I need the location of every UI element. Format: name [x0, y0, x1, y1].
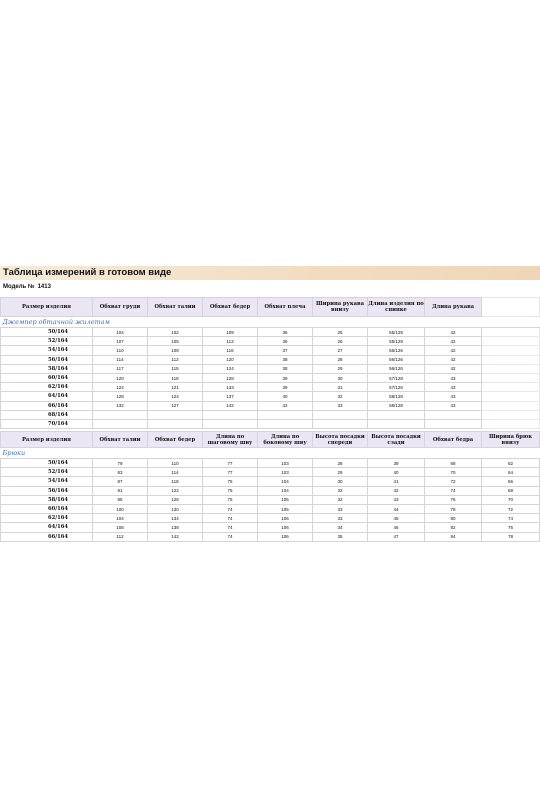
value-cell: 116 — [203, 346, 258, 355]
value-cell: 124 — [203, 364, 258, 373]
value-cell: 34 — [313, 523, 368, 532]
trousers-header-row — [1, 432, 540, 448]
jumper-header-cell — [482, 298, 540, 317]
value-cell: 78 — [425, 504, 482, 513]
trousers-header-cell: Размер изделия — [1, 432, 93, 448]
value-cell: 75 — [203, 477, 258, 486]
value-cell: 138 — [148, 523, 203, 532]
value-cell: 106 — [258, 514, 313, 523]
value-cell: 77 — [203, 459, 258, 468]
value-cell: 72 — [482, 504, 540, 513]
value-cell: 76 — [482, 523, 540, 532]
value-cell: 134 — [148, 514, 203, 523]
value-cell — [425, 419, 482, 428]
value-cell: 68 — [482, 486, 540, 495]
jumper-header-cell: Длина изделия по спинке — [368, 298, 425, 317]
value-cell: 39 — [258, 383, 313, 392]
value-cell — [313, 419, 368, 428]
jumper-section-row — [1, 317, 540, 328]
empty-cell — [482, 392, 540, 401]
value-cell — [148, 410, 203, 419]
value-cell: 42 — [425, 328, 482, 337]
empty-cell — [482, 383, 540, 392]
jumper-header-cell: Обхват груди — [93, 298, 148, 317]
value-cell: 28 — [313, 355, 368, 364]
value-cell: 43 — [425, 383, 482, 392]
value-cell: 110 — [93, 346, 148, 355]
size-cell: 50/164 — [1, 328, 93, 337]
size-cell: 64/164 — [1, 392, 93, 401]
empty-cell — [482, 337, 540, 346]
value-cell: 100 — [93, 504, 148, 513]
size-cell: 66/164 — [1, 401, 93, 410]
value-cell: 103 — [258, 459, 313, 468]
value-cell: 68 — [425, 459, 482, 468]
value-cell: 28 — [313, 459, 368, 468]
empty-cell — [482, 355, 540, 364]
value-cell: 112 — [148, 355, 203, 364]
value-cell: 74 — [425, 486, 482, 495]
size-cell: 58/164 — [1, 495, 93, 504]
value-cell — [313, 410, 368, 419]
value-cell: 38 — [258, 364, 313, 373]
value-cell: 128 — [93, 392, 148, 401]
value-cell: 58/128 — [368, 401, 425, 410]
trousers-header-cell: Обхват бедер — [148, 432, 203, 448]
table-row — [1, 523, 540, 532]
value-cell: 41 — [368, 477, 425, 486]
jumper-header-cell: Длина рукава — [425, 298, 482, 317]
value-cell: 25 — [313, 328, 368, 337]
value-cell: 109 — [203, 328, 258, 337]
value-cell: 70 — [482, 495, 540, 504]
value-cell: 40 — [258, 392, 313, 401]
value-cell — [148, 419, 203, 428]
empty-cell — [482, 364, 540, 373]
value-cell: 78 — [482, 532, 540, 541]
value-cell: 105 — [258, 504, 313, 513]
value-cell: 40 — [368, 468, 425, 477]
value-cell: 27 — [313, 346, 368, 355]
size-cell: 56/164 — [1, 486, 93, 495]
value-cell: 74 — [203, 504, 258, 513]
value-cell: 106 — [258, 523, 313, 532]
value-cell: 113 — [203, 337, 258, 346]
value-cell: 83 — [93, 468, 148, 477]
value-cell: 57/128 — [368, 383, 425, 392]
trousers-section-title: Брюки — [1, 448, 540, 459]
value-cell: 117 — [93, 364, 148, 373]
value-cell — [93, 410, 148, 419]
model-label: Модель № — [3, 284, 35, 290]
value-cell: 110 — [148, 459, 203, 468]
size-cell: 68/164 — [1, 410, 93, 419]
value-cell: 130 — [148, 504, 203, 513]
value-cell: 104 — [258, 477, 313, 486]
value-cell: 127 — [148, 401, 203, 410]
value-cell: 29 — [313, 468, 368, 477]
value-cell: 74 — [203, 523, 258, 532]
value-cell: 104 — [93, 514, 148, 523]
value-cell: 42 — [425, 346, 482, 355]
value-cell — [368, 410, 425, 419]
trousers-section-row — [1, 448, 540, 459]
table-row — [1, 495, 540, 504]
value-cell: 114 — [148, 468, 203, 477]
value-cell: 47 — [368, 532, 425, 541]
value-cell: 26 — [313, 337, 368, 346]
jumper-section-title: Джемпер обтачной жилетам — [1, 317, 540, 328]
value-cell: 102 — [148, 328, 203, 337]
value-cell: 77 — [203, 468, 258, 477]
value-cell: 29 — [313, 364, 368, 373]
value-cell: 43 — [425, 373, 482, 382]
value-cell: 31 — [313, 383, 368, 392]
value-cell: 112 — [93, 532, 148, 541]
value-cell: 75 — [203, 486, 258, 495]
value-cell: 32 — [313, 495, 368, 504]
empty-cell — [482, 328, 540, 337]
value-cell: 32 — [313, 392, 368, 401]
value-cell: 118 — [148, 477, 203, 486]
value-cell: 106 — [258, 532, 313, 541]
value-cell: 76 — [425, 495, 482, 504]
value-cell: 120 — [93, 373, 148, 382]
value-cell: 124 — [148, 392, 203, 401]
size-cell: 60/164 — [1, 504, 93, 513]
value-cell: 33 — [313, 504, 368, 513]
size-cell: 52/164 — [1, 468, 93, 477]
empty-cell — [482, 346, 540, 355]
table-row — [1, 373, 540, 382]
value-cell: 142 — [203, 401, 258, 410]
value-cell: 105 — [148, 337, 203, 346]
value-cell: 74 — [203, 532, 258, 541]
size-cell: 56/164 — [1, 355, 93, 364]
value-cell: 55/129 — [368, 328, 425, 337]
value-cell: 57/128 — [368, 373, 425, 382]
value-cell: 70 — [425, 468, 482, 477]
value-cell: 74 — [203, 514, 258, 523]
value-cell: 105 — [258, 495, 313, 504]
value-cell: 43 — [425, 401, 482, 410]
value-cell: 37 — [258, 346, 313, 355]
value-cell: 121 — [148, 383, 203, 392]
value-cell: 124 — [93, 383, 148, 392]
value-cell: 91 — [93, 486, 148, 495]
value-cell — [203, 410, 258, 419]
value-cell: 39 — [368, 459, 425, 468]
table-row — [1, 355, 540, 364]
trousers-header-cell: Обхват бедра — [425, 432, 482, 448]
value-cell: 56/126 — [368, 364, 425, 373]
jumper-header-cell: Обхват бедер — [203, 298, 258, 317]
value-cell — [93, 419, 148, 428]
value-cell: 82 — [425, 523, 482, 532]
size-cell: 70/164 — [1, 419, 93, 428]
model-number: 1413 — [37, 284, 51, 290]
table-row — [1, 468, 540, 477]
value-cell: 75 — [203, 495, 258, 504]
size-cell: 60/164 — [1, 373, 93, 382]
page-title: Таблица измерений в готовом виде — [3, 267, 172, 278]
value-cell: 38 — [258, 355, 313, 364]
size-cell: 52/164 — [1, 337, 93, 346]
value-cell: 115 — [148, 364, 203, 373]
table-row — [1, 486, 540, 495]
value-cell: 43 — [368, 495, 425, 504]
size-cell: 62/164 — [1, 383, 93, 392]
value-cell: 122 — [148, 486, 203, 495]
size-cell: 58/164 — [1, 364, 93, 373]
value-cell: 74 — [482, 514, 540, 523]
value-cell: 58/128 — [368, 392, 425, 401]
value-cell: 42 — [258, 401, 313, 410]
value-cell — [368, 419, 425, 428]
trousers-header-cell: Длина по шаговому шву — [203, 432, 258, 448]
trousers-header-cell: Обхват талии — [93, 432, 148, 448]
value-cell: 33 — [313, 401, 368, 410]
value-cell: 80 — [425, 514, 482, 523]
table-row — [1, 419, 540, 428]
value-cell: 104 — [258, 486, 313, 495]
trousers-header-cell: Ширина брюк внизу — [482, 432, 540, 448]
value-cell: 45 — [368, 514, 425, 523]
jumper-header-cell: Размер изделия — [1, 298, 93, 317]
value-cell: 42 — [425, 355, 482, 364]
value-cell — [425, 410, 482, 419]
value-cell: 56/126 — [368, 346, 425, 355]
table-row — [1, 532, 540, 541]
trousers-header-cell: Длина по боковому шву — [258, 432, 313, 448]
value-cell: 39 — [258, 373, 313, 382]
table-row — [1, 477, 540, 486]
value-cell: 35 — [313, 532, 368, 541]
empty-cell — [482, 410, 540, 419]
value-cell: 30 — [313, 477, 368, 486]
value-cell: 42 — [368, 486, 425, 495]
value-cell: 42 — [425, 337, 482, 346]
table-row — [1, 392, 540, 401]
trousers-header-cell: Высота посадки спереди — [313, 432, 368, 448]
value-cell: 126 — [148, 495, 203, 504]
value-cell: 132 — [93, 401, 148, 410]
table-row — [1, 328, 540, 337]
jumper-header-cell: Обхват талии — [148, 298, 203, 317]
value-cell: 43 — [425, 392, 482, 401]
value-cell: 42 — [425, 364, 482, 373]
value-cell: 104 — [93, 328, 148, 337]
value-cell: 79 — [93, 459, 148, 468]
value-cell — [203, 419, 258, 428]
value-cell: 114 — [93, 355, 148, 364]
value-cell: 108 — [93, 523, 148, 532]
value-cell: 64 — [482, 468, 540, 477]
table-row — [1, 410, 540, 419]
empty-cell — [482, 419, 540, 428]
size-cell: 64/164 — [1, 523, 93, 532]
value-cell: 120 — [203, 355, 258, 364]
model-line — [3, 284, 54, 290]
table-row — [1, 514, 540, 523]
value-cell: 44 — [368, 504, 425, 513]
value-cell: 84 — [425, 532, 482, 541]
table-row — [1, 383, 540, 392]
value-cell: 72 — [425, 477, 482, 486]
value-cell: 30 — [313, 373, 368, 382]
value-cell: 32 — [313, 486, 368, 495]
table-row — [1, 364, 540, 373]
size-cell: 50/164 — [1, 459, 93, 468]
jumper-size-table — [0, 297, 540, 429]
trousers-header-cell: Высота посадки сзади — [368, 432, 425, 448]
value-cell: 118 — [148, 373, 203, 382]
value-cell: 108 — [148, 346, 203, 355]
value-cell: 66 — [482, 477, 540, 486]
value-cell: 46 — [368, 523, 425, 532]
size-cell: 62/164 — [1, 514, 93, 523]
size-cell: 54/164 — [1, 477, 93, 486]
value-cell: 55/129 — [368, 337, 425, 346]
table-title-bar — [0, 266, 540, 280]
value-cell: 142 — [148, 532, 203, 541]
value-cell: 137 — [203, 392, 258, 401]
table-row — [1, 346, 540, 355]
size-cell: 66/164 — [1, 532, 93, 541]
table-row — [1, 504, 540, 513]
value-cell: 36 — [258, 337, 313, 346]
value-cell: 95 — [93, 495, 148, 504]
value-cell: 33 — [313, 514, 368, 523]
value-cell — [258, 419, 313, 428]
value-cell: 56/126 — [368, 355, 425, 364]
jumper-header-cell: Обхват плеча — [258, 298, 313, 317]
value-cell: 107 — [93, 337, 148, 346]
table-row — [1, 337, 540, 346]
value-cell: 133 — [203, 383, 258, 392]
empty-cell — [482, 401, 540, 410]
value-cell: 62 — [482, 459, 540, 468]
size-cell: 54/164 — [1, 346, 93, 355]
value-cell: 128 — [203, 373, 258, 382]
jumper-header-cell: Ширина рукава внизу — [313, 298, 368, 317]
value-cell — [258, 410, 313, 419]
trousers-size-table — [0, 431, 540, 542]
value-cell: 36 — [258, 328, 313, 337]
table-row — [1, 459, 540, 468]
empty-cell — [482, 373, 540, 382]
value-cell: 87 — [93, 477, 148, 486]
value-cell: 103 — [258, 468, 313, 477]
jumper-header-row — [1, 298, 540, 317]
table-row — [1, 401, 540, 410]
